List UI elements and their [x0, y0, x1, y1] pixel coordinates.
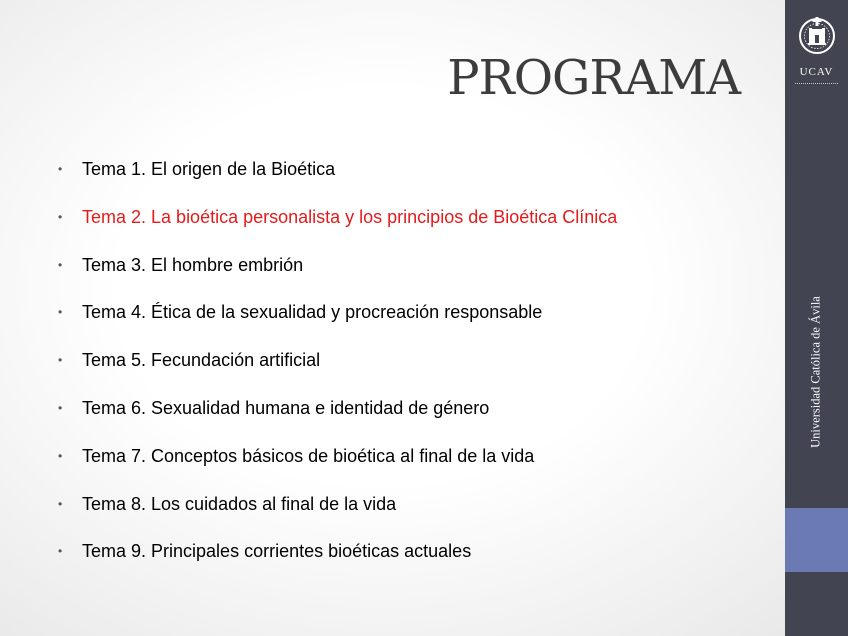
bullet-icon: •: [58, 209, 63, 224]
topic-label: Tema 9. Principales corrientes bioéticas actuales: [82, 541, 472, 562]
sidebar: [785, 0, 848, 636]
logo-wordmark: UCAV: [799, 66, 834, 78]
topic-label: Tema 7. Conceptos básicos de bioética al final de la vida: [82, 445, 535, 466]
bullet-icon: •: [58, 496, 63, 511]
slide-title: PROGRAMA: [447, 50, 740, 106]
topic-item: [58, 295, 758, 343]
logo-tagline-line: [795, 83, 838, 86]
topic-item: [58, 487, 758, 535]
bullet-icon: •: [58, 544, 63, 559]
topic-label: Tema 8. Los cuidados al final de la vida: [82, 493, 397, 514]
institution-name-vertical: Universidad Católica de Ávila: [808, 296, 823, 448]
topic-label: Tema 1. El origen de la Bioética: [82, 159, 336, 179]
topic-item: [58, 439, 758, 487]
topic-item: [58, 534, 758, 582]
topic-item: [58, 391, 758, 439]
topic-list: [58, 152, 758, 582]
bullet-icon: •: [58, 448, 63, 463]
university-logo: [791, 14, 842, 94]
topic-item: [58, 343, 758, 391]
bullet-icon: •: [58, 257, 63, 272]
topic-label: Tema 3. El hombre embrión: [82, 254, 304, 275]
bullet-icon: •: [58, 305, 63, 320]
bullet-icon: •: [58, 400, 63, 415]
topic-label: Tema 2. La bioética personalista y los principios de Bioética Clínica: [82, 206, 618, 227]
topic-label: Tema 4. Ética de la sexualidad y procreación responsable: [82, 302, 543, 323]
topic-item: [58, 248, 758, 296]
bullet-icon: •: [58, 162, 63, 176]
sidebar-accent-block: [785, 508, 848, 572]
university-seal-icon: [797, 14, 837, 60]
topic-label: Tema 5. Fecundación artificial: [82, 350, 321, 371]
topic-label: Tema 6. Sexualidad humana e identidad de género: [82, 397, 490, 418]
topic-item: [58, 152, 758, 200]
topic-item-highlighted: [58, 200, 758, 248]
bullet-icon: •: [58, 353, 63, 368]
